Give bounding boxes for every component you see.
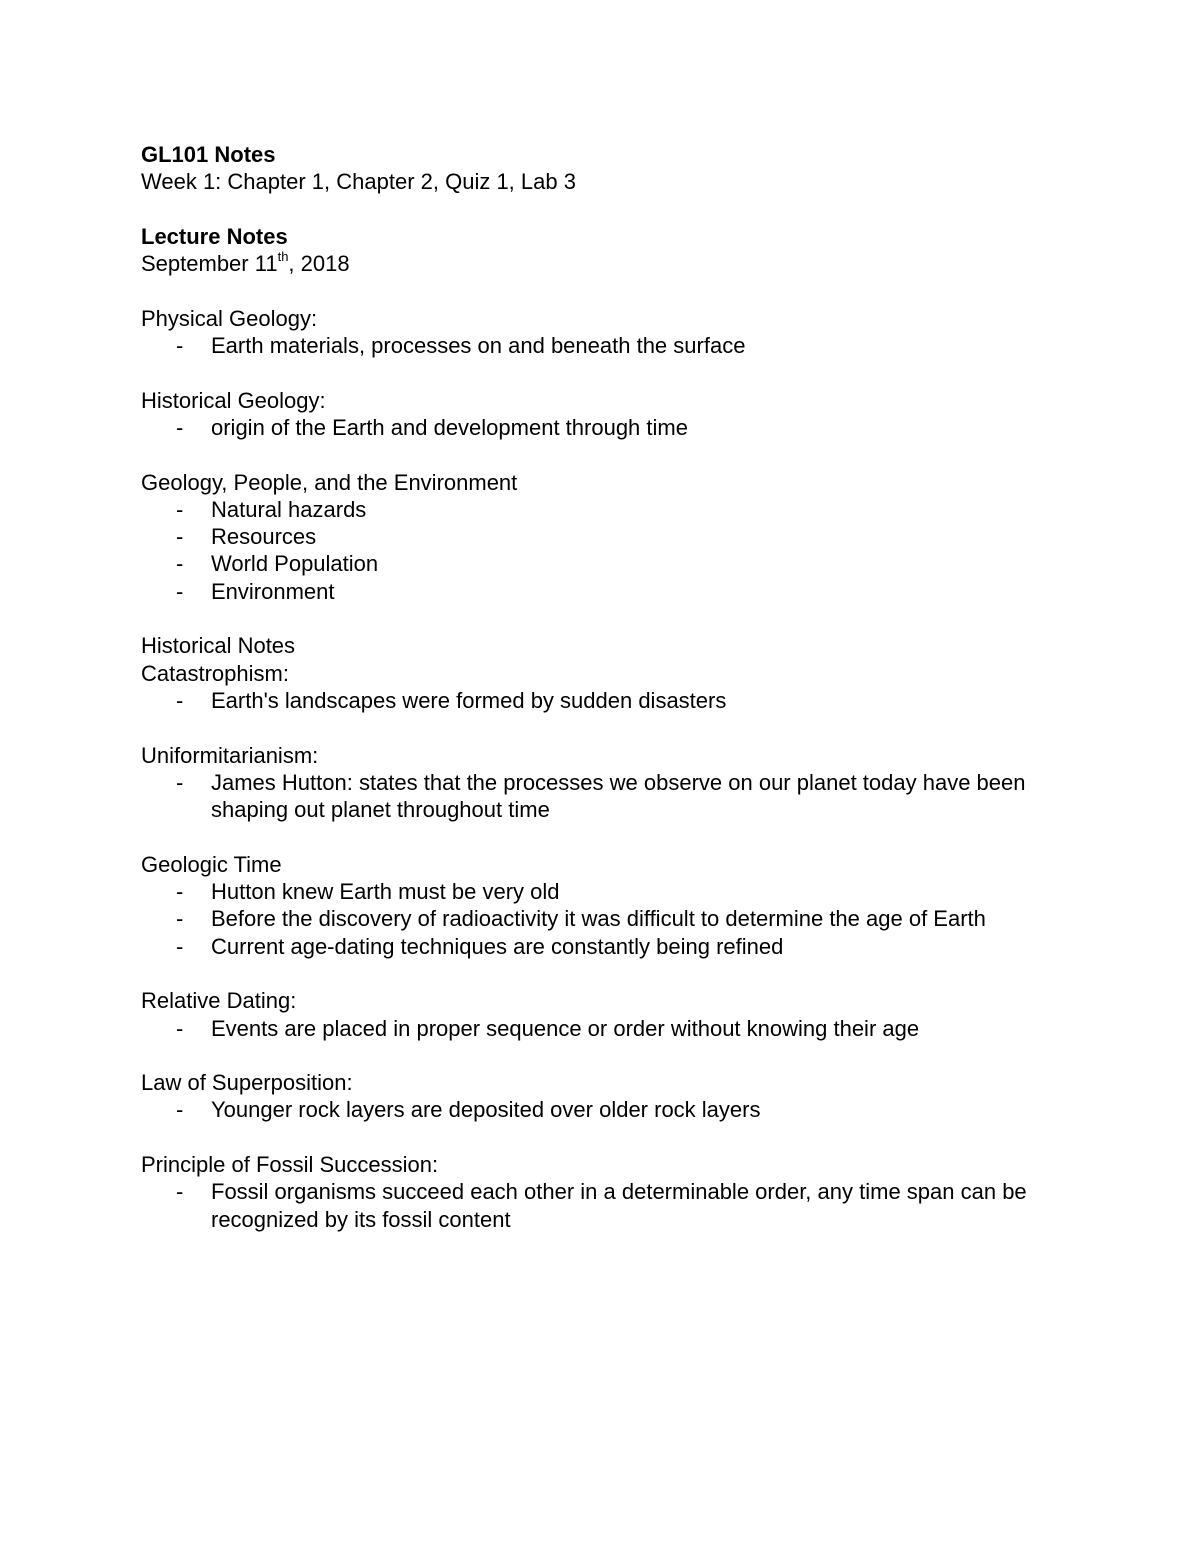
list-marker: -	[176, 687, 184, 713]
catastrophism-list	[141, 687, 1071, 714]
lecture-heading: Lecture Notes	[141, 223, 288, 249]
list-item: - Earth's landscapes were formed by sudden disasters	[176, 687, 727, 713]
list-item: - Events are placed in proper sequence or order without knowing their age	[176, 1015, 920, 1041]
historical-geology-list	[141, 414, 1071, 441]
list-marker: -	[176, 933, 184, 959]
uniformitarianism-list	[141, 769, 1071, 824]
date-rest: , 2018	[288, 251, 350, 277]
document-title: GL101 Notes	[141, 142, 276, 167]
list-item: - origin of the Earth and development through time	[176, 414, 688, 440]
geologic-time-list	[141, 878, 1071, 960]
physical-geology-list	[141, 332, 1071, 359]
list-marker: -	[176, 414, 184, 440]
section-title-geologic-time: Geologic Time	[141, 851, 282, 877]
list-item: - Natural hazards	[176, 496, 367, 522]
environment-list	[141, 496, 1071, 605]
list-marker: -	[176, 333, 184, 359]
list-item: - James Hutton: states that the processes we observe on our planet today have been shaping out planet throughout time	[176, 769, 1026, 823]
list-item: - Resources	[176, 524, 317, 550]
list-marker: -	[176, 551, 184, 577]
section-title-relative-dating: Relative Dating:	[141, 988, 297, 1014]
list-marker: -	[176, 769, 184, 795]
list-item: - Before the discovery of radioactivity it was difficult to determine the age of Earth	[176, 906, 986, 932]
fossil-succession-list	[141, 1178, 1071, 1233]
document-subtitle: Week 1: Chapter 1, Chapter 2, Quiz 1, Lab 3	[141, 169, 576, 195]
section-title-environment: Geology, People, and the Environment	[141, 469, 518, 495]
lecture-date	[141, 250, 1071, 277]
section-title-catastrophism: Catastrophism:	[141, 660, 289, 686]
document-page	[141, 141, 1071, 1233]
list-item: - Hutton knew Earth must be very old	[176, 879, 560, 905]
list-marker: -	[176, 1015, 184, 1041]
section-title-physical-geology: Physical Geology:	[141, 305, 318, 331]
list-item: - Fossil organisms succeed each other in a determinable order, any time span can be recognized by its fossil content	[176, 1179, 1027, 1232]
list-marker: -	[176, 578, 184, 604]
section-title-superposition: Law of Superposition:	[141, 1070, 353, 1096]
date-prefix: September 11	[141, 251, 278, 277]
list-marker: -	[176, 906, 184, 932]
section-title-uniformitarianism: Uniformitarianism:	[141, 742, 319, 768]
list-item: - World Population	[176, 551, 379, 577]
list-item: - Current age-dating techniques are constantly being refined	[176, 933, 784, 959]
list-marker: -	[176, 1179, 184, 1205]
list-marker: -	[176, 1097, 184, 1123]
section-title-fossil-succession: Principle of Fossil Succession:	[141, 1151, 439, 1177]
superposition-list	[141, 1096, 1071, 1123]
list-item: - Environment	[176, 578, 335, 604]
date-suffix: th	[277, 248, 289, 264]
section-title-historical-notes: Historical Notes	[141, 633, 296, 659]
relative-dating-list	[141, 1015, 1071, 1042]
list-marker: -	[176, 879, 184, 905]
section-title-historical-geology: Historical Geology:	[141, 387, 326, 413]
list-marker: -	[176, 524, 184, 550]
list-item: - Younger rock layers are deposited over older rock layers	[176, 1097, 761, 1123]
list-marker: -	[176, 496, 184, 522]
list-item: - Earth materials, processes on and beneath the surface	[176, 333, 746, 359]
